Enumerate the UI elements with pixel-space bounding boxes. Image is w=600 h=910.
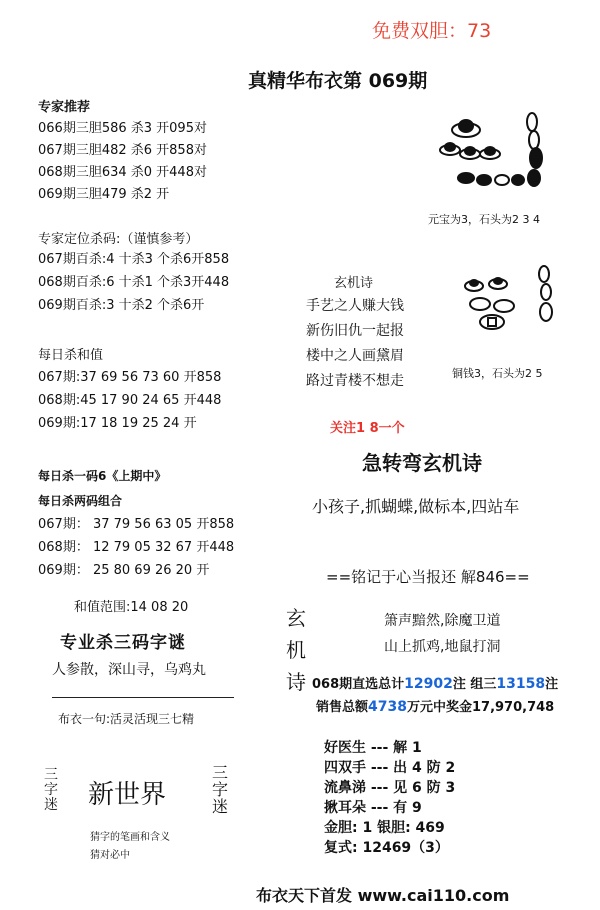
xuanji-line: 箫声黯然,除魔卫道 xyxy=(384,613,501,629)
daily-kill-list xyxy=(38,513,234,582)
three-char-note1: 猜字的笔画和含义 xyxy=(90,832,170,843)
motto: ==铭记于心当报还 解846== xyxy=(326,568,530,586)
three-char-right: 三 字 迷 xyxy=(212,763,229,816)
coins-stones-image xyxy=(460,262,560,334)
daily-kill-one-heading: 每日杀一码6《上期中》 xyxy=(38,469,167,483)
prediction-item: 好医生 --- 解 1 xyxy=(324,740,422,756)
prediction-list xyxy=(324,738,455,858)
daily-kill-two-heading: 每日杀两码组合 xyxy=(38,494,123,508)
three-char-left: 三 字 迷 xyxy=(44,767,58,813)
poem-lines xyxy=(306,294,404,394)
sales-line-1: 068期直选总计12902注 组三13158注 xyxy=(312,676,559,692)
prediction-item: 复式: 12469（3） xyxy=(324,840,449,856)
expert-row: 068期三胆634 杀0 开448对 xyxy=(38,165,207,180)
yuanbao-caption: 元宝为3，石头为2 3 4 xyxy=(428,213,540,226)
daily-kill-row: 068期： 12 79 05 32 67 开448 xyxy=(38,540,235,555)
sales-line-2: 销售总额4738万元中奖金17,970,748 xyxy=(316,699,555,715)
tongqian-caption: 铜钱3，石头为2 5 xyxy=(452,367,543,380)
footer: 布衣天下首发 www.cai110.com xyxy=(256,886,510,905)
expert-row: 067期三胆482 杀6 开858对 xyxy=(38,143,207,158)
riddle-line: 小孩子,抓蝴蝶,做标本,四站车 xyxy=(312,497,520,516)
position-kill-row: 067期百杀:4 十杀3 个杀6开858 xyxy=(38,252,230,267)
prediction-item: 四双手 --- 出 4 防 2 xyxy=(324,760,456,776)
daily-sum-row: 067期:37 69 56 73 60 开858 xyxy=(38,370,222,385)
expert-list xyxy=(38,118,207,206)
poem-title: 玄机诗 xyxy=(334,276,374,291)
expert-heading: 专家推荐 xyxy=(38,100,91,115)
position-kill-heading: 专家定位杀码:（谨慎参考） xyxy=(38,232,199,247)
three-char-center: 新世界 xyxy=(88,780,167,810)
divider xyxy=(52,697,234,698)
yuanbao-stones-image xyxy=(436,108,556,190)
prediction-item: 金胆: 1 银胆: 469 xyxy=(324,820,445,836)
daily-kill-row: 067期： 37 79 56 63 05 开858 xyxy=(38,517,235,532)
free-double-banner: 免费双胆：73 xyxy=(372,20,492,42)
daily-sum-row: 069期:17 18 19 25 24 开 xyxy=(38,416,197,431)
expert-row: 069期三胆479 杀2 开 xyxy=(38,187,170,202)
daily-kill-row: 069期： 25 80 69 26 20 开 xyxy=(38,563,210,578)
sum-range: 和值范围:14 08 20 xyxy=(74,600,189,615)
poem-line: 手艺之人赚大钱 xyxy=(306,298,404,314)
position-kill-row: 069期百杀:3 十杀2 个杀6开 xyxy=(38,298,205,313)
riddle-title: 专业杀三码字谜 xyxy=(60,633,186,653)
three-char-note2: 猜对必中 xyxy=(90,850,130,861)
issue-title: 真精华布衣第 069期 xyxy=(248,70,428,92)
position-kill-list xyxy=(38,248,229,317)
xuanji-line: 山上抓鸡,地鼠打洞 xyxy=(384,639,501,655)
daily-sum-list xyxy=(38,366,221,435)
daily-sum-row: 068期:45 17 90 24 65 开448 xyxy=(38,393,222,408)
urgent-title: 急转弯玄机诗 xyxy=(362,451,482,475)
follow-note: 关注1 8一个 xyxy=(330,421,405,436)
poem-line: 路过青楼不想走 xyxy=(306,373,404,389)
daily-sum-heading: 每日杀和值 xyxy=(38,348,104,363)
riddle-text: 人参散，深山寻，乌鸡丸 xyxy=(52,662,206,678)
prediction-item: 流鼻涕 --- 见 6 防 3 xyxy=(324,780,456,796)
expert-row: 066期三胆586 杀3 开095对 xyxy=(38,121,207,136)
poem-line: 楼中之人画黛眉 xyxy=(306,348,404,364)
xuanji-chars: 玄 机 诗 xyxy=(286,606,306,694)
prediction-item: 揪耳朵 --- 有 9 xyxy=(324,800,422,816)
poem-line: 新伤旧仇一起报 xyxy=(306,323,404,339)
position-kill-row: 068期百杀:6 十杀1 个杀3开448 xyxy=(38,275,230,290)
buyi-line: 布衣一句:活灵活现三七精 xyxy=(58,712,195,726)
